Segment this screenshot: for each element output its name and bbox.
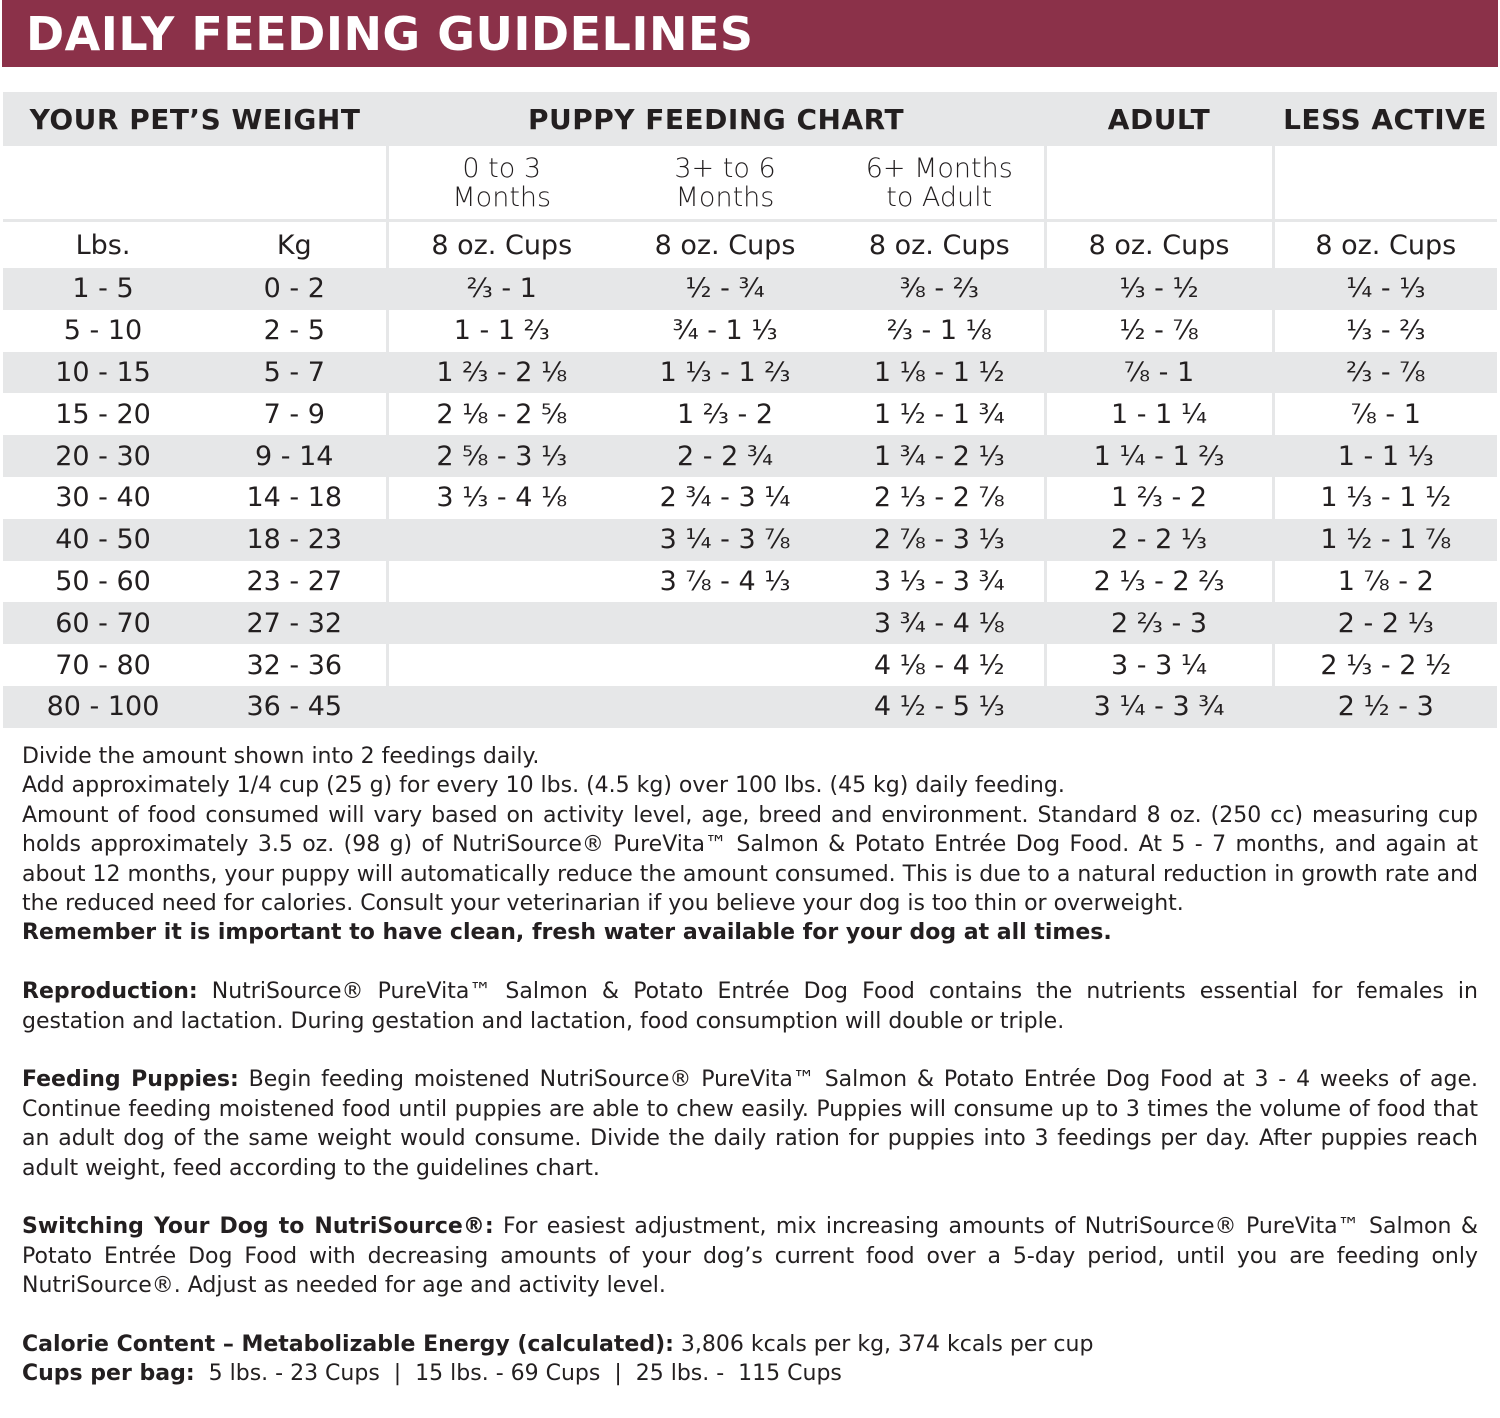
note-feeding-puppies — [22, 1065, 1478, 1183]
table-row — [3, 477, 1497, 519]
feeding-table — [3, 92, 1497, 728]
age-header-less-active-blank — [1273, 146, 1497, 221]
cell-puppy-6-adult: 4 ½ - 5 ⅓ — [835, 686, 1045, 728]
cell-lbs: 80 - 100 — [3, 686, 203, 728]
adult-header: ADULT — [1045, 92, 1273, 146]
cell-puppy-3-6: ¾ - 1 ⅓ — [672, 315, 778, 347]
cell-adult: 1 - 1 ¼ — [1045, 393, 1273, 435]
cell-puppy-0-3: 1 ⅔ - 2 ⅛ — [387, 352, 615, 394]
cell-kg: 2 - 5 — [263, 315, 325, 347]
cell-puppy-0-3: 1 - 1 ⅔ — [387, 310, 615, 352]
table-row — [3, 352, 1497, 394]
table-row — [3, 268, 1497, 310]
cell-puppy-0-3: 2 ⅝ - 3 ⅓ — [387, 435, 615, 477]
cell-puppy-0-3 — [387, 602, 615, 644]
title-banner — [2, 0, 1498, 67]
puppies-label: Feeding Puppies: — [22, 1067, 239, 1093]
unit-header-cell: Kg — [276, 229, 312, 261]
cups-text: 5 lbs. - 23 Cups | 15 lbs. - 69 Cups | 25 lbs. - 115 Cups — [194, 1361, 842, 1387]
table-row — [3, 310, 1497, 352]
cell-puppy-6-adult: 3 ⅓ - 3 ¾ — [873, 565, 1005, 597]
age-header-adult-blank — [1045, 146, 1273, 221]
cell-lbs: 70 - 80 — [55, 649, 151, 681]
cell-lbs: 30 - 40 — [55, 482, 151, 514]
cell-kg: 27 - 32 — [203, 602, 387, 644]
cell-puppy-6-adult: 1 ⅛ - 1 ½ — [835, 352, 1045, 394]
cell-adult: ⅞ - 1 — [1045, 352, 1273, 394]
cell-lbs: 50 - 60 — [55, 565, 151, 597]
age-header-row — [3, 146, 1497, 221]
age-header-3-6: 3+ to 6 Months — [615, 146, 835, 221]
age-header-blank — [3, 146, 387, 221]
cell-puppy-3-6 — [615, 602, 835, 644]
cell-kg: 23 - 27 — [246, 565, 343, 597]
unit-header-cell: Lbs. — [75, 229, 131, 261]
age-header-6-adult: 6+ Months to Adult — [835, 146, 1045, 221]
cell-kg: 18 - 23 — [203, 519, 387, 561]
cell-lbs: 10 - 15 — [3, 352, 203, 394]
cups-label: Cups per bag: — [22, 1361, 195, 1387]
cell-lbs: 40 - 50 — [3, 519, 203, 561]
cell-adult: 2 ⅔ - 3 — [1045, 602, 1273, 644]
cell-puppy-3-6 — [615, 686, 835, 728]
page-title: DAILY FEEDING GUIDELINES — [26, 7, 754, 61]
cell-adult: 3 ¼ - 3 ¾ — [1045, 686, 1273, 728]
cell-lbs: 60 - 70 — [3, 602, 203, 644]
cell-adult: 1 ¼ - 1 ⅔ — [1045, 435, 1273, 477]
cell-kg: 7 - 9 — [263, 398, 325, 430]
cell-adult: 3 - 3 ¼ — [1045, 644, 1273, 686]
cell-adult: ⅓ - ½ — [1045, 268, 1273, 310]
cell-less-active: ⅓ - ⅔ — [1273, 310, 1497, 352]
puppy-header: PUPPY FEEDING CHART — [387, 92, 1045, 146]
cell-puppy-6-adult: 3 ¾ - 4 ⅛ — [835, 602, 1045, 644]
cell-puppy-6-adult: 2 ⅓ - 2 ⅞ — [873, 482, 1005, 514]
cell-less-active: 1 ⅓ - 1 ½ — [1273, 477, 1497, 519]
cell-kg: 36 - 45 — [203, 686, 387, 728]
puppies-text: Begin feeding moistened NutriSource® PureVita™ Salmon & Potato Entrée Dog Food at 3 - 4 weeks of age. Continue feeding moistened food until puppies are able to chew easily. Puppies will consume up to 3 times the volume of food that an adult dog of the same weight would consume. Divide the daily ration for puppies into 3 feedings per day. After puppies reach adult weight, feed according to the guidelines chart. — [22, 1067, 1478, 1181]
cell-puppy-0-3 — [387, 519, 615, 561]
note-divide: Divide the amount shown into 2 feedings daily. — [22, 744, 540, 769]
cell-less-active: 2 ⅓ - 2 ½ — [1273, 644, 1497, 686]
table-row — [3, 435, 1497, 477]
cell-less-active: ⅔ - ⅞ — [1273, 352, 1497, 394]
cell-adult: 2 ⅓ - 2 ⅔ — [1045, 561, 1273, 603]
cell-kg: 9 - 14 — [203, 435, 387, 477]
cell-less-active: ⅞ - 1 — [1273, 393, 1497, 435]
switching-text: For easiest adjustment, mix increasing amounts of NutriSource® PureVita™ Salmon & Potato Entrée Dog Food with decreasing amounts of your dog’s current food over a 5-day period, until you are feeding only NutriSource®. Adjust as needed for age and activity level. — [22, 1214, 1478, 1299]
table-row — [3, 393, 1497, 435]
note-calorie — [22, 1330, 1478, 1359]
unit-header-cell: 8 oz. Cups — [1273, 221, 1497, 269]
cell-puppy-3-6: ½ - ¾ — [615, 268, 835, 310]
water-reminder: Remember it is important to have clean, fresh water available for your dog at all times. — [22, 920, 1112, 946]
age-header-0-3: 0 to 3 Months — [387, 146, 615, 221]
cell-less-active: 1 - 1 ⅓ — [1273, 435, 1497, 477]
note-add: Add approximately 1/4 cup (25 g) for every 10 lbs. (4.5 kg) over 100 lbs. (45 kg) daily feeding. — [22, 773, 1065, 799]
cell-puppy-3-6: 2 ¾ - 3 ¼ — [659, 482, 791, 514]
cell-puppy-0-3 — [387, 561, 615, 603]
cell-puppy-0-3: ⅔ - 1 — [387, 268, 615, 310]
calorie-text: 3,806 kcals per kg, 374 kcals per cup — [673, 1332, 1094, 1358]
cell-adult: ½ - ⅞ — [1045, 310, 1273, 352]
table-row — [3, 561, 1497, 603]
calorie-label: Calorie Content – Metabolizable Energy (calculated): — [22, 1332, 674, 1358]
table-row — [3, 644, 1497, 686]
group-header-row — [3, 92, 1497, 146]
cell-less-active: 1 ⅞ - 2 — [1273, 561, 1497, 603]
note-switching — [22, 1212, 1478, 1300]
cell-less-active: 2 ½ - 3 — [1273, 686, 1497, 728]
cell-puppy-3-6: 1 ⅓ - 1 ⅔ — [615, 352, 835, 394]
cell-puppy-3-6 — [615, 644, 835, 686]
cell-puppy-0-3: 2 ⅛ - 2 ⅝ — [387, 393, 615, 435]
cell-lbs: 15 - 20 — [55, 398, 151, 430]
cell-puppy-0-3 — [387, 686, 615, 728]
less-active-header: LESS ACTIVE — [1273, 92, 1497, 146]
table-body — [3, 268, 1497, 728]
cell-kg: 5 - 7 — [203, 352, 387, 394]
cell-puppy-3-6: 3 ⅞ - 4 ⅓ — [659, 565, 791, 597]
cell-puppy-6-adult: 1 ½ - 1 ¾ — [873, 398, 1005, 430]
unit-header-cell: 8 oz. Cups — [1045, 221, 1273, 269]
notes-section — [22, 742, 1478, 1389]
cell-lbs: 5 - 10 — [63, 315, 143, 347]
cell-puppy-6-adult: 1 ¾ - 2 ⅓ — [835, 435, 1045, 477]
cell-less-active: 1 ½ - 1 ⅞ — [1273, 519, 1497, 561]
table-row — [3, 519, 1497, 561]
cell-less-active: 2 - 2 ⅓ — [1273, 602, 1497, 644]
unit-header-cell: 8 oz. Cups — [387, 221, 615, 269]
cell-puppy-6-adult: 2 ⅞ - 3 ⅓ — [835, 519, 1045, 561]
cell-kg: 32 - 36 — [246, 649, 343, 681]
switching-label: Switching Your Dog to NutriSource®: — [22, 1214, 494, 1240]
note-reproduction — [22, 977, 1478, 1036]
reproduction-label: Reproduction: — [22, 979, 198, 1005]
unit-header-cell: 8 oz. Cups — [868, 229, 1010, 261]
cell-kg: 14 - 18 — [246, 482, 343, 514]
reproduction-text: NutriSource® PureVita™ Salmon & Potato Entrée Dog Food contains the nutrients essential for females in gestation and lactation. During gestation and lactation, food consumption will double or triple. — [22, 979, 1478, 1034]
weight-header: YOUR PET’S WEIGHT — [3, 92, 387, 146]
note-water — [22, 918, 1478, 947]
cell-puppy-3-6: 1 ⅔ - 2 — [676, 398, 774, 430]
note-amount: Amount of food consumed will vary based on activity level, age, breed and environment. Standard 8 oz. (250 cc) measuring cup holds approximately 3.5 oz. (98 g) of NutriSource® PureVita™ Salmon & Potato Entrée Dog Food. At 5 - 7 months, and again at about 12 months, your puppy will automatically reduce the amount consumed. This is due to a natural reduction in growth rate and the reduced need for calories. Consult your veterinarian if you believe your dog is too thin or overweight. — [22, 802, 1478, 917]
cell-puppy-3-6: 2 - 2 ¾ — [615, 435, 835, 477]
cell-kg: 0 - 2 — [203, 268, 387, 310]
cell-lbs: 1 - 5 — [3, 268, 203, 310]
unit-header-row — [3, 221, 1497, 269]
cell-puppy-0-3 — [387, 644, 615, 686]
cell-puppy-0-3: 3 ⅓ - 4 ⅛ — [387, 477, 615, 519]
cell-puppy-6-adult: ⅜ - ⅔ — [835, 268, 1045, 310]
table-row — [3, 602, 1497, 644]
cell-puppy-6-adult: ⅔ - 1 ⅛ — [886, 315, 992, 347]
table-row — [3, 686, 1497, 728]
cell-puppy-6-adult: 4 ⅛ - 4 ½ — [873, 649, 1005, 681]
cell-adult: 1 ⅔ - 2 — [1045, 477, 1273, 519]
unit-header-cell: 8 oz. Cups — [654, 229, 796, 261]
note-cups-per-bag — [22, 1359, 1478, 1388]
cell-puppy-3-6: 3 ¼ - 3 ⅞ — [615, 519, 835, 561]
cell-adult: 2 - 2 ⅓ — [1045, 519, 1273, 561]
cell-less-active: ¼ - ⅓ — [1273, 268, 1497, 310]
cell-lbs: 20 - 30 — [3, 435, 203, 477]
